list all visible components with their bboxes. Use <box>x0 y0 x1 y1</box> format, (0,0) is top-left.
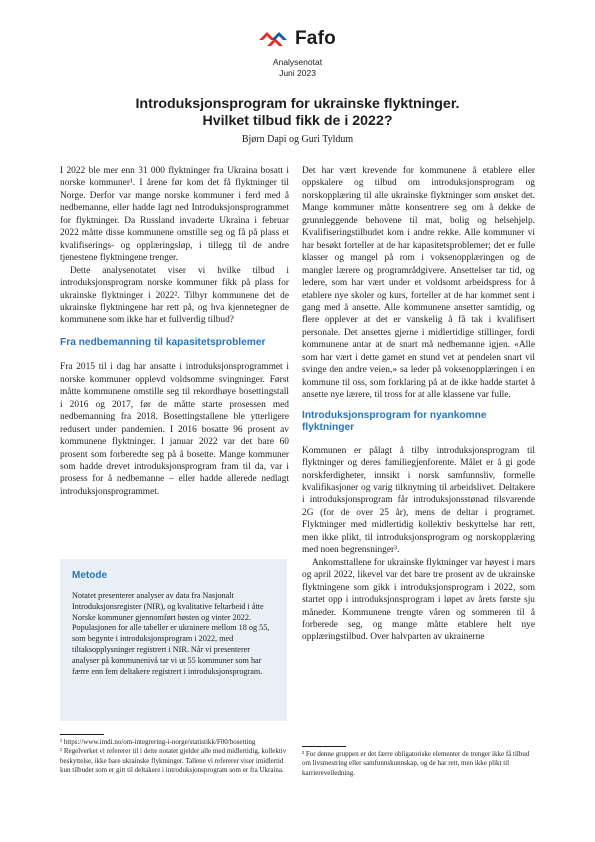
left-column <box>60 165 289 498</box>
fafo-logo-icon <box>257 28 291 50</box>
fafo-logo <box>257 28 336 50</box>
footnotes-right <box>302 746 535 778</box>
footnote: ³ For denne gruppen er det færre obligatoriske elementer de trenger ikke få tilbud om livsmestring eller samfunnskunnskap, og de har rett, men ikke plikt til karriereveiledning. <box>302 750 530 777</box>
right-column <box>302 165 535 644</box>
section-heading: Introduksjonsprogram for nyankomne flyktninger <box>302 409 487 434</box>
logo-wordmark: Fafo <box>295 28 336 49</box>
footnote: ¹ https://www.imdi.no/om-integrering-i-norge/statistikk/F00/bosetting <box>60 738 256 746</box>
footnote-divider <box>302 746 346 747</box>
method-box-body: Notatet presenterer analyser av data fra Nasjonalt Introduksjonsregister (NIR), og kvalitative feltarbeid i åtte Norske kommuner gjennomført høsten og vinter 2022. Populasjonen for alle tabeller er ukrainere mellom 18 og 55, som begynte i introduksjonsprogram i 2022, med tiltaksopplysninger registrert i NIR. Når vi presenterer analyser på kommunenivå tar vi ut 55 kommuner som har færre enn fem deltakere registrert i introduksjonsprogram. <box>72 591 270 676</box>
section-heading: Fra nedbemanning til kapasitetsproblemer <box>60 336 266 348</box>
footnote: ² Regelverket vi refererer til i dette notatet gjelder alle med midlertidig, kollektiv beskyttelse, ikke bare ukrainske flyktninger. Tallene vi refererer viser imidlertid kun tilbudet som er gitt til deltakere i introduksjonsprogram som er fra Ukraina. <box>60 747 287 774</box>
footnotes-left <box>60 734 289 775</box>
document-type: Analysenotat <box>272 57 323 67</box>
title-line-2: Hvilket tilbud fikk de i 2022? <box>202 112 393 129</box>
paragraph: Fra 2015 til i dag har ansatte i introduksjonsprogrammet i norske kommuner opplevd voldsomme svingninger. Først måtte kommunene omstille seg til rekordhøye bosettingstall i 2016 og 2017, før de måtte starte prosessen med nedbemanning fra 2018. Bosettingstallene ble ytterligere redusert under pandemien. I 2016 bosatte 96 prosent av kommunene flyktninger. I januar 2022 var det bare 60 prosent som forberedte seg på å bosette. Mange kommuner som hadde drevet introduksjonsprogram fram til da, var i prosess for å nedbemanne – eller hadde allerede nedlagt introduksjonsprogrammet. <box>60 362 289 497</box>
paragraph: I 2022 ble mer enn 31 000 flyktninger fra Ukraina bosatt i norske kommuner¹. I årene før kom det få flyktninger til Norge. Derfor var mange norske kommuner i ferd med å nedbemanne, eller hadde lagt ned Introduksjonsprogrammet for flyktninger. Da Russland invaderte Ukraina i februar 2022 måtte disse kommunene omstille seg og få på plass et kvalifiserings- og opplæringsløp, i tillegg til de andre tjenestene flyktningene trenger. <box>60 166 289 264</box>
paragraph: Det har vært krevende for kommunene å etablere eller oppskalere og tilbud om introduksjonsprogram og norskopplæring til alle ukrainske flyktninger som ønsket det. Mange kommuner måtte konsentrere seg om å dekke de grunnleggende behovene til mat, bolig og helsehjelp. Kvalifiseringstilbudet kom i andre rekke. Alle kommuner vi har besøkt forteller at de har kapasitetsproblemer; det er fulle klasser og mangel på rom i voksenopplæringen og de mangler lærere og programrådgivere. Ansettelser tar tid, og ledere, som har vært under et voldsomt arbeidspress for å etablere nye skoler og kurs, forteller at de har kommet sent i gang med å ansette. Alle kommunene ansetter samtidig, og flere opplever at det er vanskelig å få tak i kvalifisert personale. Det ansettes gjerne i midlertidige stillinger, fordi kommunene antar at de snart må nedbemanne igjen. «Alle som har vært i dette gamet en stund vet at pendelen snart vil svinge den andre veien,» sa leder på voksenopplæringen i en kommune til oss, som forklaring på at de ikke hadde startet å ansette nye lærere, til tross for at alle klassene var fulle. <box>302 166 535 401</box>
method-box <box>60 559 287 721</box>
authors: Bjørn Dapi og Guri Tyldum <box>241 134 354 145</box>
title-line-1: Introduksjonsprogram for ukrainske flyktninger. <box>135 96 460 112</box>
paragraph: Dette analysenotatet viser vi hvilke tilbud i introduksjonsprogram norske kommuner fikk på plass for ukrainske flyktninger i 2022². Tilbyr kommunene det de ukrainske flyktningene har rett på, og hva kjennetegner de kommunene som ikke har et fullverdig tilbud? <box>60 265 289 326</box>
paragraph: Kommunen er pålagt å tilby introduksjonsprogram til flyktninger og deres familiegjenforente. Målet er å gi gode norskferdigheter, innsikt i norsk samfunnsliv, formelle kvalifikasjoner og varig tilknytning til arbeidslivet. Deltakere i introduksjonsprogram får introduksjonsstønad tilsvarende 2G (for de over 25 år), mens de deltar i programet. Flyktninger med midlertidig kollektiv beskyttelse har rett, men ikke plikt, til introduksjonsprogram og norskopplæring med noen begrensninger³. <box>302 445 535 556</box>
document-title <box>0 96 595 129</box>
footnote-divider <box>60 734 104 735</box>
document-date: Juni 2023 <box>279 68 316 78</box>
paragraph: Ankomsttallene for ukrainske flyktninger var høyest i mars og april 2022, likevel var det bare tre prosent av de ukrainske flyktningene som gikk i introduksjonsprogram i 2022, som startet opp i introduksjonsprogram i løpet av årets første sju måneder. Kommunene trengte våren og sommeren til å forberede seg, og mange måtte etablere helt nye opplæringstilbud. Over halvparten av ukrainerne <box>302 557 535 643</box>
method-box-title: Metode <box>72 570 107 581</box>
